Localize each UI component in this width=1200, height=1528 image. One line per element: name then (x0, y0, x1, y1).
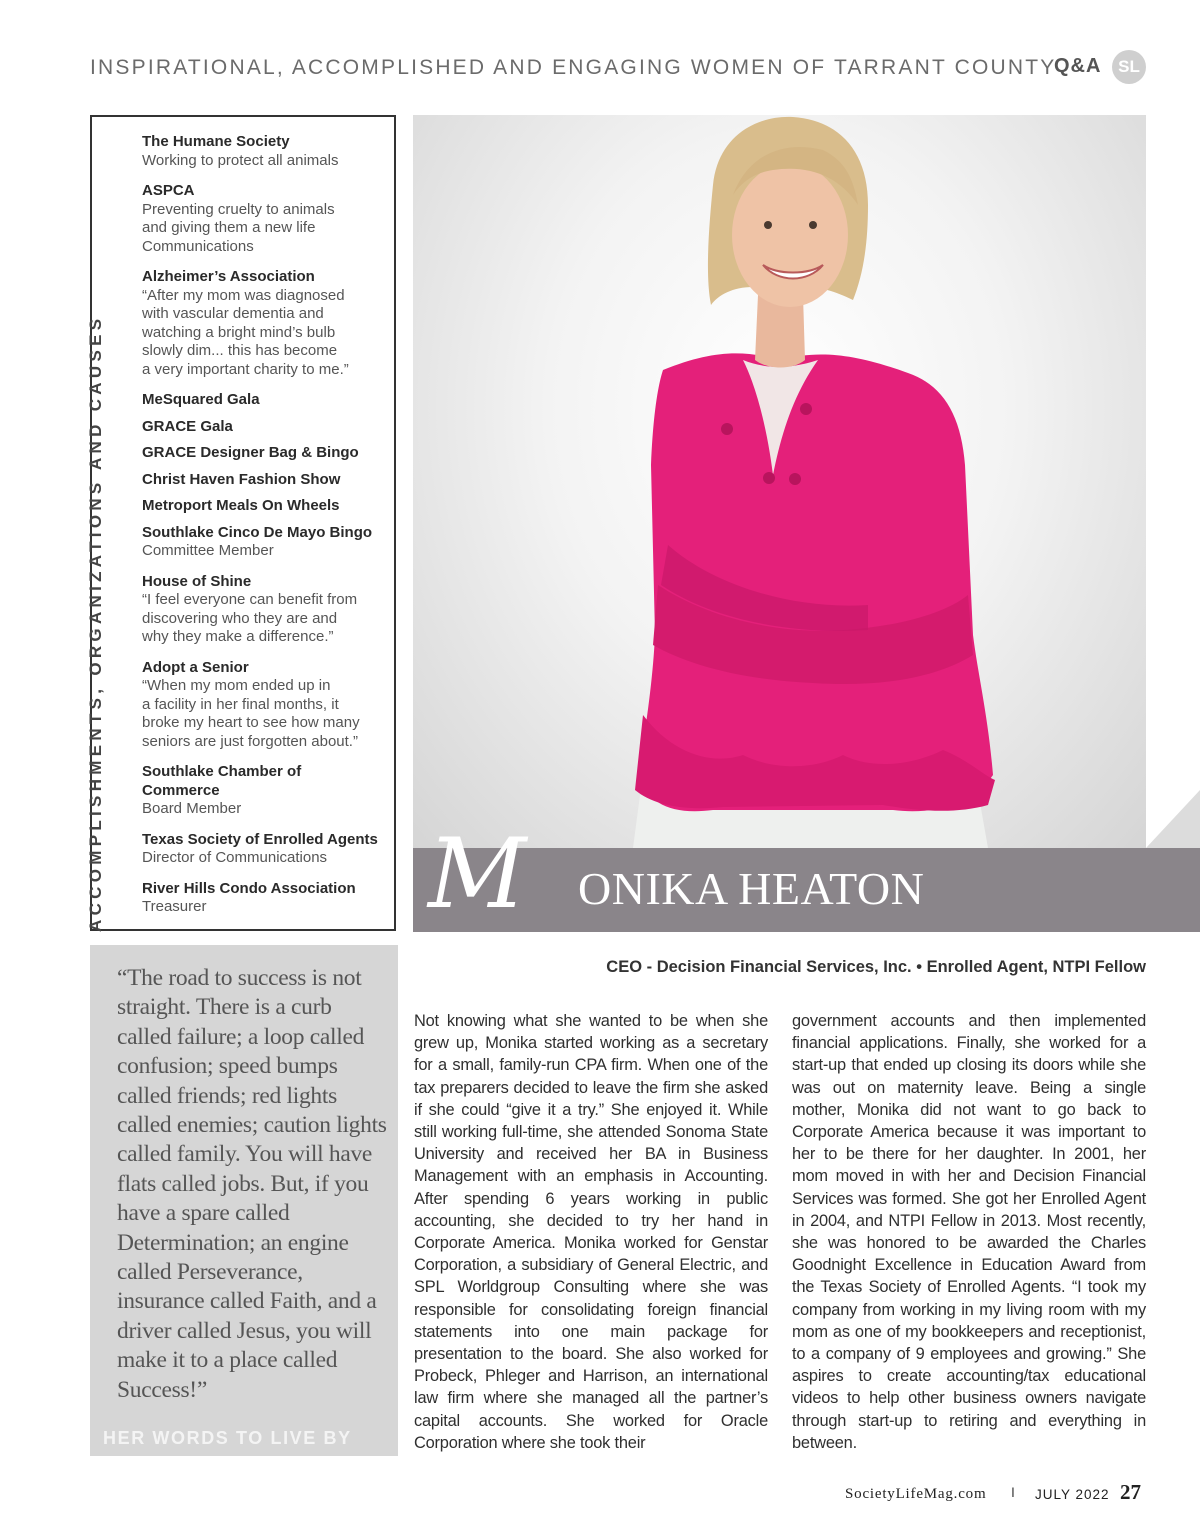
organization-description: with vascular dementia and (142, 305, 324, 322)
organization-name: ASPCA (142, 182, 195, 199)
organization-description: slowly dim... this has become (142, 342, 338, 359)
sl-logo-badge: SL (1112, 50, 1146, 84)
organization-description: Preventing cruelty to animals (142, 200, 335, 218)
organization-description: Director of Communications (142, 849, 328, 866)
organization-description: Communications (142, 237, 254, 255)
organization-item (142, 831, 382, 868)
organization-description: “I feel everyone can benefit from (142, 591, 358, 608)
article-column-right: government accounts and then implemented financial applications. Finally, she worked for a start-up that ended up closing its doors while she was out on maternity leave. Being a single mother, Monika did not want to go back to Corporate America because it was important to her to be there for her daughter. In 2001, her mom moved in with her and Decision Financial Services was formed. She got her Enrolled Agent in 2004, and NTPI Fellow in 2013. Most recently, she was honored to be awarded the Charles Goodnight Excellence in Education Award from the Texas Society of Enrolled Agents. “I took my company from working in my living room with my mom as one of my bookkeepers and receptionist, to a company of 9 employees and growing.” She aspires to create accounting/tax educational videos to help other business owners navigate through start-up to retiring and everything in between. (792, 1012, 1146, 1452)
organization-name: Southlake Cinco De Mayo Bingo (142, 523, 373, 541)
portrait-photo (413, 115, 1146, 848)
organization-list (142, 133, 382, 929)
organization-item (142, 880, 382, 917)
role-line: CEO - Decision Financial Services, Inc. • Enrolled Agent, NTPI Fellow (606, 958, 1146, 976)
organization-description: “After my mom was diagnosed (142, 286, 345, 304)
organization-name: The Humane Society (142, 133, 290, 150)
organization-description: watching a bright mind’s bulb (142, 323, 336, 341)
organization-description: broke my heart to see how many (142, 714, 360, 731)
organization-name: MeSquared Gala (142, 391, 260, 408)
footer-website: SocietyLifeMag.com (845, 1486, 987, 1502)
organization-description: Committee Member (142, 542, 274, 559)
organization-description: seniors are just forgotten about.” (142, 732, 358, 750)
organization-description: Working to protect all animals (142, 151, 339, 169)
organization-name: Southlake Chamber of Commerce (142, 763, 302, 799)
organization-name: Alzheimer’s Association (142, 268, 315, 285)
organization-item (142, 524, 382, 561)
organization-description: Treasurer (142, 898, 207, 915)
organization-item (142, 133, 382, 170)
organization-name: GRACE Designer Bag & Bingo (142, 444, 359, 461)
organization-item (142, 573, 382, 647)
organization-item (142, 444, 382, 463)
organization-name: GRACE Gala (142, 417, 233, 435)
organization-description: a very important charity to me.” (142, 360, 349, 378)
portrait-illustration (413, 115, 1146, 848)
organization-name: House of Shine (142, 572, 252, 590)
organization-name: Adopt a Senior (142, 658, 249, 676)
organization-description: “When my mom ended up in (142, 677, 331, 694)
organization-description: discovering who they are and (142, 609, 338, 627)
organization-item (142, 182, 382, 256)
decorative-corner-shape (1146, 790, 1200, 848)
organization-description: and giving them a new life (142, 219, 316, 236)
magazine-section-title: INSPIRATIONAL, ACCOMPLISHED AND ENGAGING WOMEN OF TARRANT COUNTY (90, 56, 1057, 79)
organization-name: Christ Haven Fashion Show (142, 470, 341, 488)
footer-separator: I (1011, 1484, 1015, 1500)
quote-label: HER WORDS TO LIVE BY (103, 1428, 352, 1448)
organization-item (142, 391, 382, 410)
page-number: 27 (1120, 1480, 1141, 1504)
organization-description: why they make a difference.” (142, 628, 334, 645)
sidebar-vertical-label: ACCOMPLISHMENTS, ORGANIZATIONS AND CAUSES (86, 314, 105, 932)
organization-name: River Hills Condo Association (142, 879, 356, 897)
organization-item (142, 497, 382, 516)
organization-item (142, 418, 382, 437)
name-text: ONIKA HEATON (578, 863, 925, 914)
organization-name: Texas Society of Enrolled Agents (142, 830, 378, 848)
article-column-left: Not knowing what she wanted to be when she grew up, Monika started working as a secretary for a small, family-run CPA firm. When one of the tax preparers decided to leave the firm she asked if she could “give it a try.” She enjoyed it. While still working full-time, she attended Sonoma State University and received her BA in Business Management with an emphasis in Accounting. After spending 6 years working in public accounting, she decided to try her hand in Corporate America. Monika worked for Genstar Corporation, a subsidiary of General Electric, and SPL Worldgroup Consulting where she was responsible for consolidating foreign financial statements into one main package for presentation to the board. She also worked for Probeck, Phleger and Harrison, an international law firm where she managed all the partner’s capital accounts. She worked for Oracle Corporation where she took their (414, 1012, 768, 1452)
organization-item (142, 268, 382, 379)
organization-description: a facility in her final months, it (142, 695, 339, 713)
section-label-qa: Q&A (1054, 55, 1102, 77)
organization-item (142, 659, 382, 752)
pull-quote: “The road to success is not straight. There is a curb called failure; a loop called confusion; speed bumps called friends; red lights called enemies; caution lights called family. You will have flats called jobs. But, if you have a spare called Determination; an engine called Perseverance, insurance called Faith, and a driver called Jesus, you will make it to a place called Success!” (117, 965, 387, 1403)
organization-item (142, 763, 382, 819)
name-initial: M (428, 818, 527, 930)
footer-issue-date: JULY 2022 (1035, 1487, 1110, 1502)
organization-description: Board Member (142, 800, 242, 817)
organization-item (142, 471, 382, 490)
organization-name: Metroport Meals On Wheels (142, 497, 340, 514)
